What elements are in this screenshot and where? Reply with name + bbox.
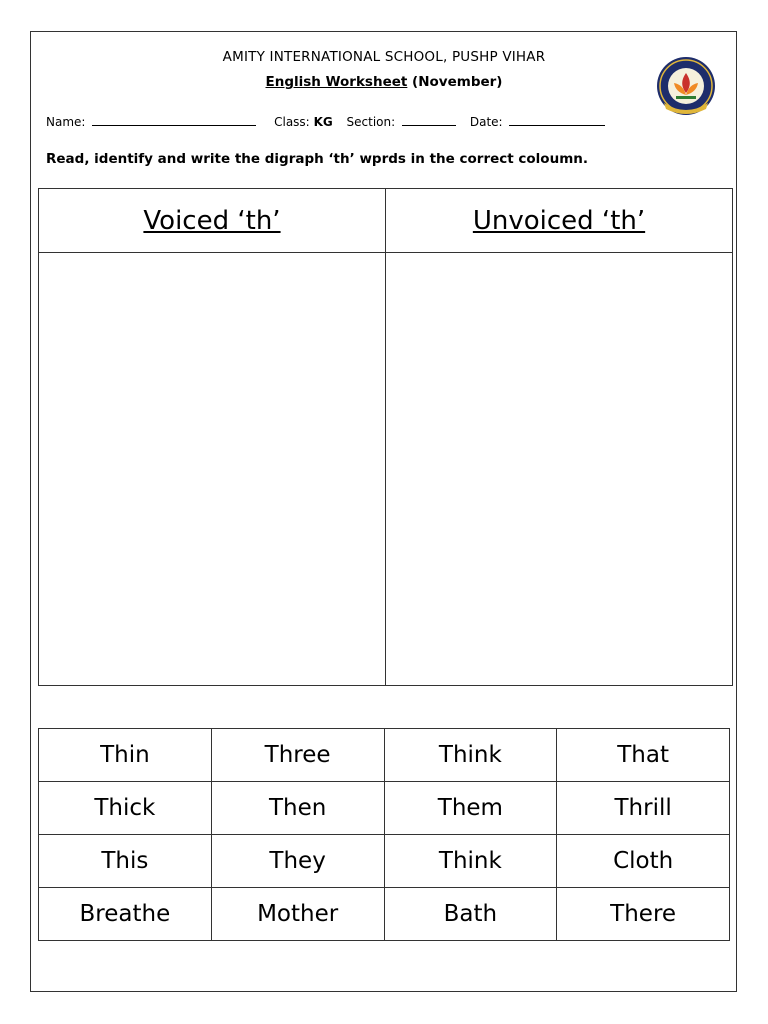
student-info-row [46,114,605,129]
word-cell: Them [384,782,557,835]
section-field[interactable] [402,114,456,126]
date-field[interactable] [509,114,605,126]
word-cell: Mother [211,888,384,941]
voiced-column-header: Voiced ‘th’ [39,189,386,253]
word-cell: Then [211,782,384,835]
word-cell: Breathe [39,888,212,941]
word-cell: Thrill [557,782,730,835]
sorting-table [38,188,733,686]
word-cell: That [557,729,730,782]
name-label: Name: [46,115,86,129]
word-cell: Think [384,835,557,888]
unvoiced-answer-area[interactable] [386,253,733,686]
table-row [39,835,730,888]
word-bank-table [38,728,730,941]
class-label: Class: [274,115,310,129]
section-label: Section: [346,115,396,129]
word-cell: Thin [39,729,212,782]
school-name: AMITY INTERNATIONAL SCHOOL, PUSHP VIHAR [222,49,546,65]
worksheet-title-main: English Worksheet [265,74,408,90]
school-logo-icon [654,55,718,117]
worksheet-title-month: (November) [407,74,503,90]
table-row [39,888,730,941]
class-value: KG [313,115,333,129]
word-cell: There [557,888,730,941]
word-cell: Cloth [557,835,730,888]
table-row [39,782,730,835]
name-field[interactable] [92,114,256,126]
word-cell: Think [384,729,557,782]
word-cell: They [211,835,384,888]
word-cell: Bath [384,888,557,941]
word-cell: This [39,835,212,888]
word-cell: Thick [39,782,212,835]
word-cell: Three [211,729,384,782]
unvoiced-column-header: Unvoiced ‘th’ [386,189,733,253]
worksheet-title [0,74,768,90]
voiced-answer-area[interactable] [39,253,386,686]
instruction-text: Read, identify and write the digraph ‘th’ wprds in the correct coloumn. [46,151,589,167]
table-row [39,729,730,782]
date-label: Date: [469,115,503,129]
